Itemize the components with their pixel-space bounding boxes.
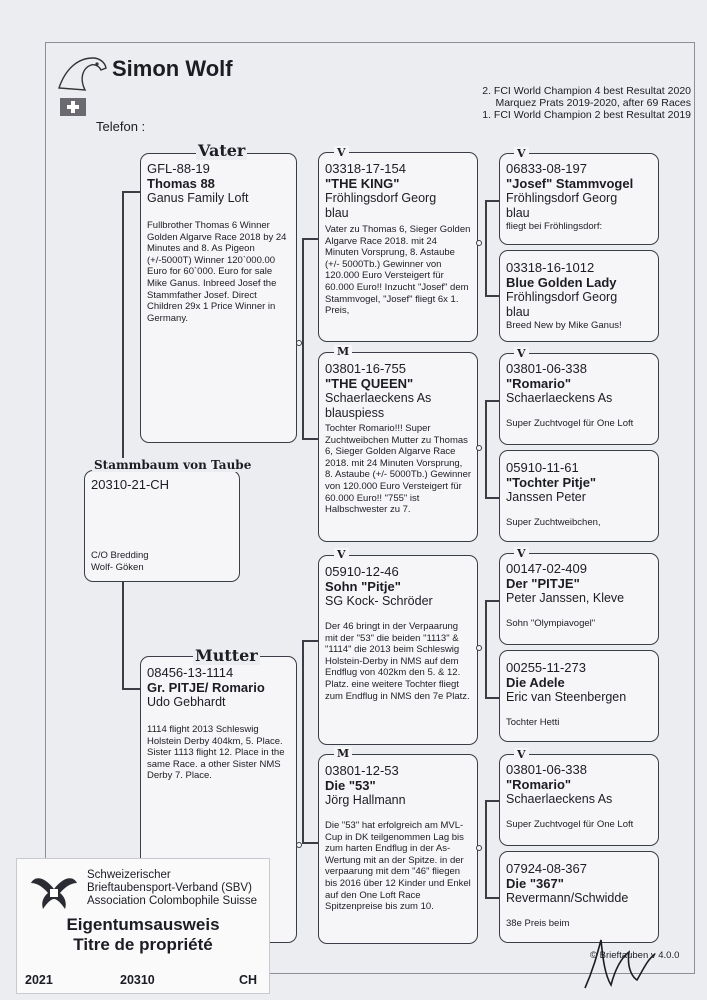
ggp-2-note: Breed New by Mike Ganus! [506, 320, 622, 331]
granddam-paternal-name: "THE QUEEN" [325, 376, 414, 391]
father-box [140, 153, 297, 443]
mother-name: Gr. PITJE/ Romario [147, 680, 265, 695]
ggp-6-ring: 00255-11-273 [506, 660, 586, 675]
grandsire-maternal-box [318, 555, 478, 745]
granddam-maternal-box [318, 754, 478, 944]
achievement-3: 1. FCI World Champion 2 best Resultat 2019 [482, 109, 691, 121]
granddam-paternal-ring: 03801-16-755 [325, 361, 406, 376]
ggp-6-note: Tochter Hetti [506, 717, 560, 728]
owner-name: Simon Wolf [112, 56, 233, 81]
ggp-6-breeder: Eric van Steenbergen [506, 690, 627, 704]
ggp-7-box [499, 754, 659, 846]
connector-line [302, 842, 318, 844]
granddam-maternal-tag: M [334, 747, 352, 760]
ggp-5-ring: 00147-02-409 [506, 561, 587, 576]
achievement-2: Marquez Prats 2019-2020, after 69 Races [495, 97, 691, 109]
connector-line [122, 191, 124, 479]
ggp-4-breeder: Janssen Peter [506, 490, 586, 504]
ggp-1-note: fliegt bei Fröhlingsdorf: [506, 221, 603, 232]
grandsire-maternal-note: Der 46 bringt in der Verpaarung mit der "53" die beiden "1113" & "1114" die 2013 beim Schleswig Holstein-Derby in NMS auf dem Endflug von 402km den 5. & 12. Platz. eine weitere Tochter fliegt zum Endflug in NMS den 7e Platz. [325, 621, 470, 702]
connector-line [485, 295, 499, 297]
ggp-5-box [499, 553, 659, 645]
father-breeder: Ganus Family Loft [147, 191, 249, 205]
ggp-7-breeder: Schaerlaeckens As [506, 792, 613, 806]
ggp-4-box [499, 450, 659, 542]
connector-line [485, 697, 499, 699]
grandsire-paternal-note: Vater zu Thomas 6, Sieger Golden Algarve Race 2018. mit 24 Minuten Vorsprung, 8. Astaube (+/- 5000Tb.) Gewinner von 120.000 Euro Versteigert für 60.000 Euro!! Inzucht "Josef" dem Stammvogel, "Josef" fliegt 6x 1. Preis, [325, 224, 471, 317]
granddam-maternal-note: Die "53" hat erfolgreich am MVL-Cup in DK teilgenommen Lag bis zum harten Endflug in der As-Wertung mit an der Spitze. in der verpaarung mit dem "46" fliegen bis 2016 über 12 Kinder und Enkel auf den One Loft Race Spitzenpreise bis zum 10. [325, 820, 471, 913]
ggp-6-box [499, 650, 659, 742]
ggp-6-name: Die Adele [506, 675, 565, 690]
granddam-paternal-breeder: Schaerlaeckens As [325, 391, 432, 405]
dove-emblem-icon [29, 869, 79, 911]
ggp-2-box [499, 250, 659, 342]
ggp-1-ring: 06833-08-197 [506, 161, 587, 176]
subject-note-1: C/O Bredding [91, 550, 149, 561]
ownership-year: 2021 [25, 973, 53, 987]
org-line-3: Association Colombophile Suisse [87, 895, 258, 907]
granddam-paternal-color: blauspiess [325, 406, 385, 420]
signature-icon [575, 930, 665, 995]
connector-line [302, 438, 318, 440]
ownership-country: CH [239, 973, 258, 987]
connector-line [122, 191, 140, 193]
ggp-4-ring: 05910-11-61 [506, 460, 579, 475]
connector-line [485, 400, 487, 497]
connector-dot [476, 645, 482, 651]
ggp-1-tag: V [514, 147, 529, 160]
grandsire-paternal-name: "THE KING" [325, 176, 400, 191]
connector-dot [476, 845, 482, 851]
mother-ring: 08456-13-1114 [147, 665, 234, 680]
connector-line [485, 497, 499, 499]
ggp-3-box [499, 353, 659, 445]
connector-line [302, 640, 304, 842]
ggp-8-ring: 07924-08-367 [506, 861, 587, 876]
ggp-8-breeder: Revermann/Schwidde [506, 891, 629, 905]
connector-line [302, 238, 304, 438]
ggp-5-note: Sohn "Olympiavogel" [506, 618, 596, 629]
ggp-7-tag: V [514, 748, 529, 761]
ggp-7-ring: 03801-06-338 [506, 762, 587, 777]
subject-box [84, 470, 240, 582]
ggp-3-tag: V [514, 347, 529, 360]
ggp-7-name: "Romario" [506, 777, 572, 792]
grandsire-maternal-name: Sohn "Pitje" [325, 579, 401, 594]
ggp-2-name: Blue Golden Lady [506, 275, 617, 290]
grandsire-paternal-color: blau [325, 206, 349, 220]
ggp-3-note: Super Zuchtvogel für One Loft [506, 418, 634, 429]
ggp-4-name: "Tochter Pitje" [506, 475, 597, 490]
father-name: Thomas 88 [147, 176, 215, 191]
ggp-1-box [499, 153, 659, 245]
connector-line [302, 238, 318, 240]
ggp-2-ring: 03318-16-1012 [506, 260, 595, 275]
connector-line [485, 200, 487, 295]
grandsire-paternal-breeder: Fröhlingsdorf Georg [325, 191, 437, 205]
grandsire-paternal-box [318, 152, 478, 342]
granddam-maternal-name: Die "53" [325, 778, 376, 793]
ggp-5-tag: V [514, 547, 529, 560]
subject-note-2: Wolf- Göken [91, 561, 144, 573]
connector-line [485, 800, 487, 897]
ggp-1-name: "Josef" Stammvogel [506, 176, 634, 191]
mother-label: Mutter [195, 646, 258, 665]
granddam-paternal-note: Tochter Romario!!! Super Zuchtweibchen Mutter zu Thomas 6, Sieger Golden Algarve Race 2018. mit 24 Minuten Vorsprung, 8. Astaube (+/- 5000Tb.) Gewinner von 120.000 Euro Versteigert für 60.000 Euro!! "755" ist Halbschwester zu 7. [325, 423, 472, 516]
achievement-1: 2. FCI World Champion 4 best Resultat 2020 [482, 85, 691, 97]
connector-dot [296, 340, 302, 346]
org-line-1: Schweizerischer [87, 869, 171, 881]
swiss-flag-icon [60, 98, 86, 116]
org-line-2: Brieftaubensport-Verband (SBV) [87, 882, 252, 894]
ownership-number: 20310 [120, 973, 155, 987]
grandsire-paternal-ring: 03318-17-154 [325, 161, 406, 176]
father-ring: GFL-88-19 [147, 161, 210, 176]
ownership-title-fr: Titre de propriété [73, 935, 213, 954]
ggp-1-color: blau [506, 206, 530, 220]
granddam-maternal-ring: 03801-12-53 [325, 763, 399, 778]
grandsire-maternal-breeder: SG Kock- Schröder [325, 594, 433, 608]
ggp-5-name: Der "PITJE" [506, 576, 580, 591]
connector-dot [476, 445, 482, 451]
grandsire-maternal-tag: V [334, 548, 349, 561]
father-label: Vater [198, 141, 246, 160]
ggp-7-note: Super Zuchtvogel für One Loft [506, 819, 634, 830]
grandsire-paternal-tag: V [334, 146, 349, 159]
subject-ring: 20310-21-CH [91, 477, 170, 492]
ggp-5-breeder: Peter Janssen, Kleve [506, 591, 625, 605]
ggp-3-ring: 03801-06-338 [506, 361, 587, 376]
granddam-paternal-tag: M [334, 345, 352, 358]
pigeon-logo-icon [55, 50, 109, 96]
connector-line [485, 800, 499, 802]
connector-dot [296, 842, 302, 848]
mother-breeder: Udo Gebhardt [147, 695, 226, 709]
ggp-2-breeder: Fröhlingsdorf Georg [506, 290, 618, 304]
ggp-3-name: "Romario" [506, 376, 572, 391]
ggp-1-breeder: Fröhlingsdorf Georg [506, 191, 618, 205]
ggp-4-note: Super Zuchtweibchen, [506, 517, 601, 528]
connector-line [485, 600, 487, 697]
connector-line [485, 200, 499, 202]
connector-line [485, 600, 499, 602]
ggp-2-color: blau [506, 305, 530, 319]
mother-note: 1114 flight 2013 Schleswig Holstein Derby 404km, 5. Place. Sister 1113 flight 12. Place in the same Race. a other Sister NMS Derby 7. Place. [147, 724, 285, 782]
connector-line [302, 640, 318, 642]
connector-line [485, 897, 499, 899]
ownership-title: Eigentumsausweis [66, 915, 220, 934]
ggp-3-breeder: Schaerlaeckens As [506, 391, 613, 405]
ownership-card [16, 858, 270, 994]
ggp-8-note: 38e Preis beim [506, 918, 570, 929]
software-footer: © Brieftauben v 4.0.0 [590, 950, 680, 961]
connector-dot [476, 240, 482, 246]
ggp-8-name: Die "367" [506, 876, 564, 891]
granddam-paternal-box [318, 352, 478, 542]
grandsire-maternal-ring: 05910-12-46 [325, 564, 399, 579]
achievements [482, 85, 691, 121]
granddam-maternal-breeder: Jörg Hallmann [325, 793, 406, 807]
subject-label: Stammbaum von Taube [94, 458, 252, 472]
connector-line [122, 688, 140, 690]
connector-line [485, 400, 499, 402]
telefon-label: Telefon : [96, 119, 146, 134]
father-note: Fullbrother Thomas 6 Winner Golden Algarve Race 2018 by 24 Minutes and 8. As Pigeon (+/-5000T) Winner 120`000.00 Euro for 60`000. Euro for sale Mike Ganus. Inbreed Josef the Stammfather Josef. Direct Children 29x 1 Price Winner in Germany. [147, 220, 287, 324]
